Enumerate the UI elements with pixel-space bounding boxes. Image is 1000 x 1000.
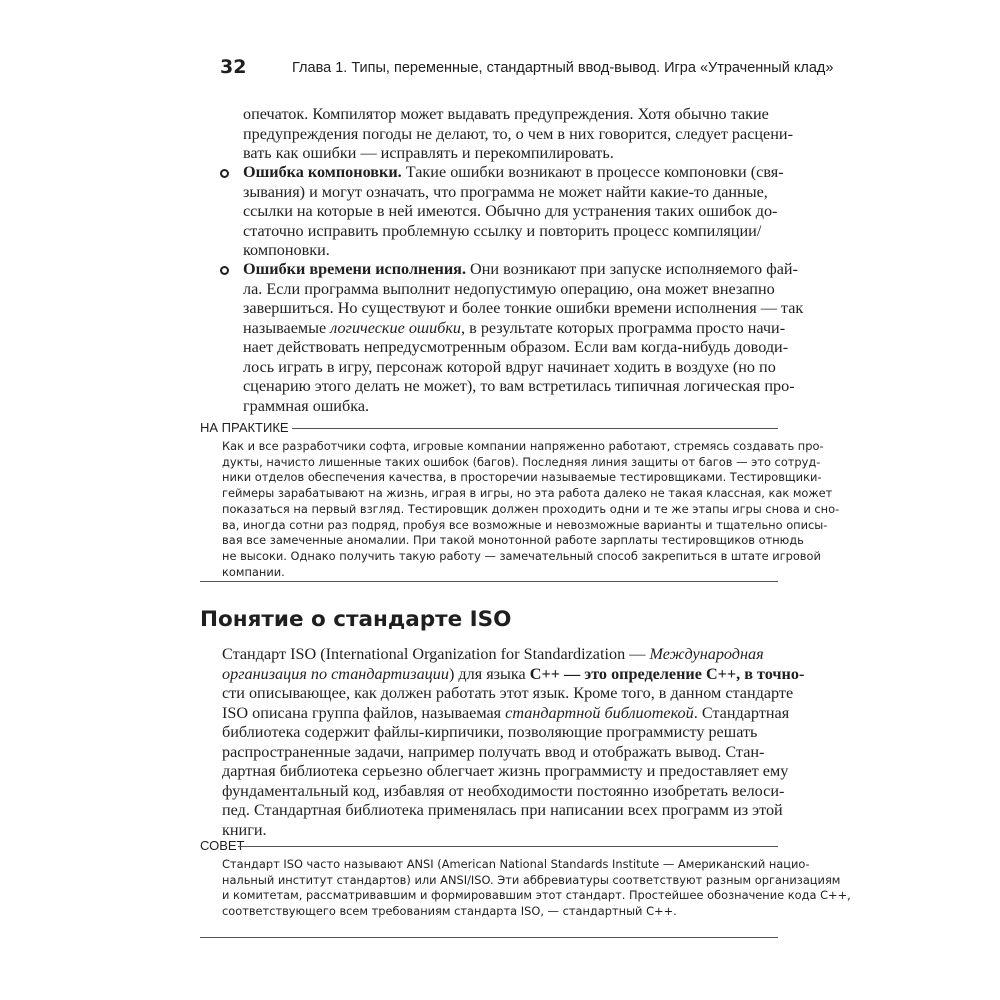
bullet-linker-error: [243, 163, 784, 261]
bullet-term: Ошибка компоновки.: [243, 163, 402, 181]
text-run: называемые: [243, 318, 331, 337]
text-run: ) для языка: [448, 664, 530, 683]
bullet-circle-icon: [220, 169, 229, 178]
text-line: фундаментальный код, избавляя от необходимости постоянно изобретать велоси-: [222, 781, 785, 800]
bullet-runtime-error: [243, 260, 804, 416]
text-run: Такие ошибки возникают в процессе компоновки (свя-: [401, 163, 784, 181]
text-line: книги.: [222, 820, 267, 839]
text-line: сценарию этого делать не может), то вам встретилась типичная логическая про-: [243, 377, 795, 395]
text-line: показаться на первый взгляд. Тестировщик должен проходить одни и те же этапы игры снова и сно-: [222, 501, 840, 516]
text-line: Как и все разработчики софта, игровые компании напряженно работают, стремясь создавать про-: [222, 439, 824, 453]
page-number: 32: [220, 56, 247, 78]
continuation-paragraph: [243, 105, 793, 164]
text-run: Стандарт ISO (International Organization for Standardization —: [222, 645, 650, 663]
section-paragraph: [222, 645, 805, 840]
text-line: и комитетам, рассматривавшим и формировавшим этот стандарт. Простейшее обозначение кода C++,: [222, 888, 851, 903]
text-line: сти описывающее, как должен работать этот язык. Кроме того, в данном стандарте: [222, 684, 794, 702]
text-run: ISO описана группа файлов, называемая: [222, 703, 506, 722]
bold-term: C++ — это определение C++, в точно-: [529, 664, 805, 683]
text-run: , в результате которых программа просто начи-: [461, 318, 786, 337]
text-line: статочно исправить проблемную ссылку и повторить процесс компиляции/: [243, 221, 762, 240]
practice-box-bottom-rule: [200, 581, 778, 582]
tip-box-body: [222, 857, 851, 920]
text-line: дартная библиотека серьезно облегчает жизнь программисту и предоставляет ему: [222, 762, 789, 780]
text-line: ники отделов обеспечения качества, в просторечии называемые тестировщиками. Тестировщики-: [222, 470, 822, 485]
text-run: . Стандартная: [693, 703, 790, 722]
text-line: дукты, начисто лишенные таких ошибок (багов). Последняя линия защиты от багов — это сотруд-: [222, 454, 821, 469]
text-line: нает действовать непредусмотренным образом. Если вам когда-нибудь доводи-: [243, 338, 789, 356]
text-line: лось играть в игру, персонаж которой вдруг начинает ходить в воздухе (но по: [243, 357, 776, 376]
text-line: пед. Стандартная библиотека применялась при написании всех программ из этой: [222, 801, 783, 819]
bullet-circle-icon: [220, 266, 229, 275]
italic-term: стандартной библиотекой: [505, 703, 694, 722]
italic-term: Международная: [649, 645, 764, 663]
text-line: ссылки на которые в ней имеются. Обычно для устранения таких ошибок до-: [243, 202, 778, 220]
text-line: распространенные задачи, например получать ввод и отображать вывод. Стан-: [222, 742, 765, 761]
text-line: компоновки.: [243, 241, 330, 259]
practice-box-top-rule: [292, 428, 778, 429]
text-line: ва, иногда сотни раз подряд, пробуя все возможные и невозможные варианты и тщательно описы-: [222, 517, 828, 532]
italic-term: организация по стандартизации: [222, 664, 449, 683]
text-line: завершиться. Но существуют и более тонкие ошибки времени исполнения — так: [243, 299, 804, 317]
text-line: вать как ошибки — исправлять и перекомпилировать.: [243, 144, 614, 162]
text-line: не высоки. Однако получить такую работу — замечательный способ закрепиться в штате игровой: [222, 548, 821, 563]
tip-box-title: СОВЕТ: [200, 838, 245, 853]
text-line: геймеры зарабатывают на жизнь, играя в игры, но эта работа далеко не такая классная, как может: [222, 486, 833, 501]
text-line: граммная ошибка.: [243, 396, 370, 415]
text-run: Они возникают при запуске исполняемого фай-: [466, 260, 798, 278]
running-header: Глава 1. Типы, переменные, стандартный ввод-вывод. Игра «Утраченный клад»: [292, 60, 834, 76]
section-heading: Понятие о стандарте ISO: [200, 607, 512, 632]
text-line: нальный институт стандартов) или ANSI/ISO. Эти аббревиатуры соответствуют разным организациям: [222, 872, 841, 887]
text-line: предупреждения погоды не делают, то, о чем в них говорится, следует расцени-: [243, 124, 793, 143]
text-line: зывания) и могут означать, что программа не может найти какие-то данные,: [243, 182, 768, 201]
tip-box-bottom-rule: [200, 937, 778, 938]
bullet-term: Ошибки времени исполнения.: [243, 260, 466, 278]
text-line: Стандарт ISO часто называют ANSI (American National Standards Institute — Американский нацио-: [222, 857, 810, 871]
italic-term: логические ошибки: [330, 318, 462, 337]
text-line: опечаток. Компилятор может выдавать предупреждения. Хотя обычно такие: [243, 105, 769, 123]
text-line: соответствующего всем требованиям стандарта ISO, — стандартный C++.: [222, 904, 677, 919]
practice-box-body: [222, 439, 840, 580]
text-line: компании.: [222, 564, 285, 579]
practice-box-title: НА ПРАКТИКЕ: [200, 420, 289, 435]
text-line: вая все замеченные аномалии. При такой монотонной работе зарплаты тестировщиков отнюдь: [222, 533, 804, 548]
text-line: библиотека содержит файлы-кирпичики, позволяющие программисту решать: [222, 723, 758, 741]
tip-box-top-rule: [238, 846, 778, 847]
text-line: ла. Если программа выполнит недопустимую операцию, она может внезапно: [243, 279, 775, 298]
